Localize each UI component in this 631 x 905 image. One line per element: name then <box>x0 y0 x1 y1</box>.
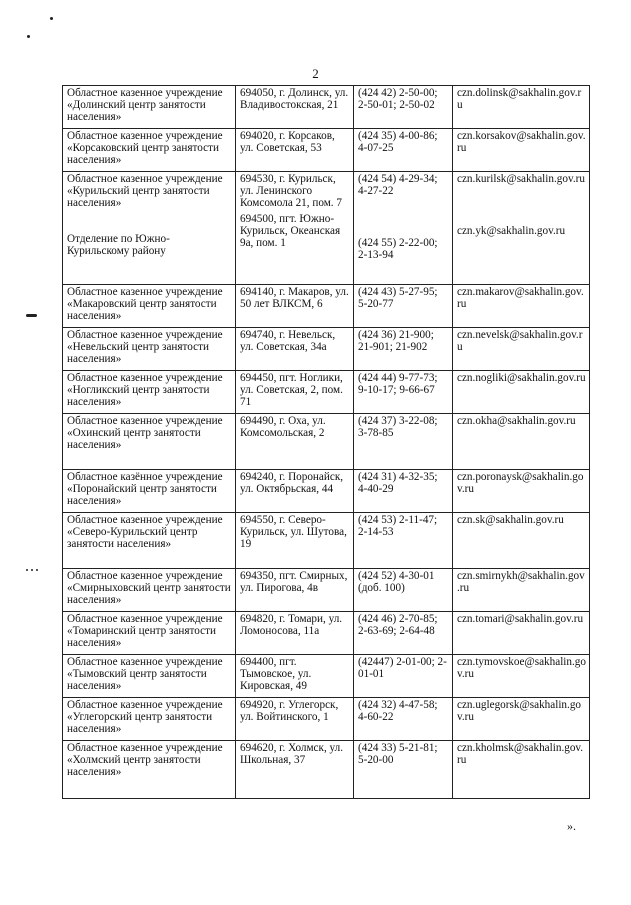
phone-cell: (424 33) 5-21-81; 5-20-00 <box>354 741 453 799</box>
table-row <box>63 698 590 741</box>
table-row <box>63 655 590 698</box>
org-name-cell: Областное казенное учреждение «Томаринский центр занятости населения» <box>63 612 236 655</box>
email-cell: czn.dolinsk@sakhalin.gov.ru <box>453 86 590 129</box>
org-name-cell: Областное казенное учреждение «Углегорский центр занятости населения» <box>63 698 236 741</box>
org-name-cell: Областное казенное учреждение «Смирныховский центр занятости населения» <box>63 569 236 612</box>
table-row <box>63 86 590 129</box>
address-cell: 694350, пгт. Смирных, ул. Пирогова, 4в <box>236 569 354 612</box>
email-cell: czn.sk@sakhalin.gov.ru <box>453 513 590 569</box>
table-row <box>63 513 590 569</box>
table-row <box>63 612 590 655</box>
phone-cell: (424 32) 4-47-58; 4-60-22 <box>354 698 453 741</box>
email-cell: czn.kholmsk@sakhalin.gov.ru <box>453 741 590 799</box>
email-cell: czn.smirnykh@sakhalin.gov.ru <box>453 569 590 612</box>
email-cell: czn.makarov@sakhalin.gov.ru <box>453 285 590 328</box>
org-name-cell: Областное казенное учреждение «Невельский центр занятости населения» <box>63 328 236 371</box>
org-name-cell: Областное казенное учреждение «Охинский центр занятости населения» <box>63 414 236 470</box>
phone-cell: (424 35) 4-00-86; 4-07-25 <box>354 129 453 172</box>
address-cell: 694020, г. Корсаков, ул. Советская, 53 <box>236 129 354 172</box>
table-row <box>63 371 590 414</box>
org-name-cell: Областное казенное учреждение «Тымовский центр занятости населения» <box>63 655 236 698</box>
page-number: 2 <box>312 66 319 81</box>
org-name: Областное казенное учреждение «Курильский центр занятости населения» <box>67 173 223 209</box>
sub-branch-name: Отделение по Южно-Курильскому району <box>67 233 170 257</box>
table-row <box>63 285 590 328</box>
address-cell: 694550, г. Северо-Курильск, ул. Шутова, 19 <box>236 513 354 569</box>
phone-cell: (424 36) 21-900; 21-901; 21-902 <box>354 328 453 371</box>
address-cell: 694920, г. Углегорск, ул. Войтинского, 1 <box>236 698 354 741</box>
email-cell: czn.tymovskoe@sakhalin.gov.ru <box>453 655 590 698</box>
org-name-cell: Областное казённое учреждение «Поронайский центр занятости населения» <box>63 470 236 513</box>
phone-cell <box>354 172 453 285</box>
email-cell: czn.nevelsk@sakhalin.gov.ru <box>453 328 590 371</box>
address-cell: 694820, г. Томари, ул. Ломоносова, 11а <box>236 612 354 655</box>
address-cell: 694740, г. Невельск, ул. Советская, 34а <box>236 328 354 371</box>
email-cell <box>453 172 590 285</box>
table-row <box>63 470 590 513</box>
phone-cell: (424 52) 4-30-01 (доб. 100) <box>354 569 453 612</box>
org-name-cell <box>63 172 236 285</box>
sub-branch-email: czn.yk@sakhalin.gov.ru <box>457 225 566 237</box>
address-cell: 694620, г. Холмск, ул. Школьная, 37 <box>236 741 354 799</box>
org-name-cell: Областное казенное учреждение «Холмский центр занятости населения» <box>63 741 236 799</box>
table-row <box>63 414 590 470</box>
scan-speck <box>26 569 28 571</box>
sub-branch-phone: (424 55) 2-22-00; 2-13-94 <box>358 237 438 261</box>
org-name-cell: Областное казенное учреждение «Долинский центр занятости населения» <box>63 86 236 129</box>
phone-cell: (424 44) 9-77-73; 9-10-17; 9-66-67 <box>354 371 453 414</box>
email-cell: czn.okha@sakhalin.gov.ru <box>453 414 590 470</box>
phone-cell: (424 46) 2-70-85; 2-63-69; 2-64-48 <box>354 612 453 655</box>
margin-mark <box>26 314 37 317</box>
email-cell: czn.uglegorsk@sakhalin.gov.ru <box>453 698 590 741</box>
address-cell: 694490, г. Оха, ул. Комсомольская, 2 <box>236 414 354 470</box>
address-cell: 694240, г. Поронайск, ул. Октябрьская, 44 <box>236 470 354 513</box>
sub-branch-address: 694500, пгт. Южно-Курильск, Океанская 9а, пом. 1 <box>240 213 341 249</box>
phone-cell: (424 42) 2-50-00; 2-50-01; 2-50-02 <box>354 86 453 129</box>
address-cell: 694450, пгт. Ноглики, ул. Советская, 2, пом. 71 <box>236 371 354 414</box>
phone: (424 54) 4-29-34; 4-27-22 <box>358 173 438 197</box>
phone-cell: (424 43) 5-27-95; 5-20-77 <box>354 285 453 328</box>
address-cell: 694140, г. Макаров, ул. 50 лет ВЛКСМ, 6 <box>236 285 354 328</box>
scan-speck <box>36 569 38 571</box>
phone-cell: (424 53) 2-11-47; 2-14-53 <box>354 513 453 569</box>
org-name-cell: Областное казенное учреждение «Северо-Курильский центр занятости населения» <box>63 513 236 569</box>
closing-quote-mark: ». <box>567 819 576 833</box>
table-row <box>63 172 590 285</box>
table-row <box>63 569 590 612</box>
address-cell: 694050, г. Долинск, ул. Владивостокская, 21 <box>236 86 354 129</box>
table-row <box>63 129 590 172</box>
phone-cell: (424 37) 3-22-08; 3-78-85 <box>354 414 453 470</box>
employment-centers-table <box>62 85 590 799</box>
scan-speck <box>50 17 53 20</box>
email-cell: czn.korsakov@sakhalin.gov.ru <box>453 129 590 172</box>
phone-cell: (424 31) 4-32-35; 4-40-29 <box>354 470 453 513</box>
email-cell: czn.poronaysk@sakhalin.gov.ru <box>453 470 590 513</box>
phone-cell: (42447) 2-01-00; 2-01-01 <box>354 655 453 698</box>
table-row <box>63 741 590 799</box>
org-name-cell: Областное казенное учреждение «Ногликский центр занятости населения» <box>63 371 236 414</box>
table-row <box>63 328 590 371</box>
email: czn.kurilsk@sakhalin.gov.ru <box>457 173 585 185</box>
org-name-cell: Областное казенное учреждение «Макаровский центр занятости населения» <box>63 285 236 328</box>
email-cell: czn.tomari@sakhalin.gov.ru <box>453 612 590 655</box>
org-name-cell: Областное казенное учреждение «Корсаковский центр занятости населения» <box>63 129 236 172</box>
address-cell <box>236 172 354 285</box>
email-cell: czn.nogliki@sakhalin.gov.ru <box>453 371 590 414</box>
address-cell: 694400, пгт. Тымовское, ул. Кировская, 49 <box>236 655 354 698</box>
scan-speck <box>31 569 33 571</box>
scan-speck <box>27 35 30 38</box>
address: 694530, г. Курильск, ул. Ленинского Комсомола 21, пом. 7 <box>240 173 342 209</box>
